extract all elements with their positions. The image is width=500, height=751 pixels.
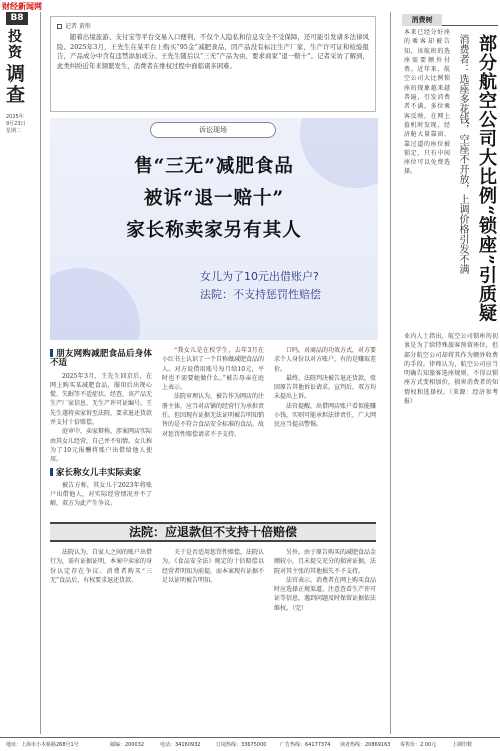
article-paragraph: 关于是否适用惩罚性赔偿，法院认为，《食品安全法》规定的十倍赔偿以经营者明知为前提，而本案现有证据不足以证明被告明知。 [162, 549, 265, 584]
page-number: B8 [6, 12, 28, 25]
article-paragraph: 法官提醒，出借网店账户看似能赚小钱，实则可能承担法律责任，广大网民应当提高警惕。 [274, 402, 377, 429]
right-divider [390, 12, 391, 734]
footer-contact: 读者热线：20869163 [340, 742, 391, 748]
summary-box [50, 16, 376, 112]
footer-phone: 电话：34160932 [160, 742, 201, 748]
headline-tag: 诉讼现场 [150, 122, 276, 138]
issue-date [6, 114, 32, 135]
section-heading [50, 349, 152, 369]
footer [0, 737, 500, 751]
bottom-banner-heading: 法院：应退款但不支持十倍赔偿 [50, 522, 376, 542]
headline-graphic [50, 118, 378, 340]
footer-subscribe: 订阅热线：33675000 [216, 742, 267, 748]
column-tag: 消费树 [402, 14, 442, 26]
date-day: 9月23日 [6, 121, 26, 127]
footer-ad: 广告热线：64177374 [280, 742, 331, 748]
decor-circle [50, 268, 140, 340]
middle-article-column [162, 346, 264, 522]
bottom-column-2 [162, 548, 264, 733]
date-year: 2025年 [6, 114, 24, 120]
article-paragraph: 法院认为，自家人之间的账户出借行为，需有证据证明，本案中卖家的身份认定存在争议。消费者购买“三无”食品后，有权要求退还货款。 [50, 549, 153, 584]
bottom-column-3 [274, 548, 376, 733]
tag-underline [442, 25, 498, 26]
vertical-subheadline: 消费者：选座多花钱，空座不开放，上调价格引发不满 [457, 34, 468, 274]
footer-price: 零售价：2.00元 [400, 742, 437, 748]
heading-text: 朋友网购减肥食品后身体不适 [50, 349, 152, 369]
footer-zip: 邮编：200032 [110, 742, 145, 748]
article-paragraph: “我女儿是在校学生，去年3月在小红书上认识了一个自称做减肥食品的人。对方说借用账号每月给10元，平时也不需要她做什么。”被告母亲在庭上表示。 [162, 347, 265, 392]
heading-bar [50, 349, 53, 357]
masthead [0, 12, 34, 132]
section-name: 投资 [8, 29, 22, 61]
headline-line-2: 被诉“退一赔十” [143, 188, 285, 209]
footer-print: 上期印数 [452, 742, 473, 748]
footer-address: 地址：上海市小木桥路268号1号 [6, 742, 79, 748]
section-heading [50, 468, 152, 478]
headline-line-1: 售“三无”减肥食品 [134, 156, 294, 177]
right-article-column [274, 346, 376, 522]
bottom-column-1 [50, 548, 152, 733]
square-icon [57, 24, 62, 29]
summary-text: 随着出境旅游、支付宝等平台交易入口便利，不仅个人隐私和信息安全不受保障，还可能引发诸多法律风险。2025年3月，王先生在某平台上购买“95金”减肥食品，因产品没有标注生产厂家、生产许可证和检验报告，产品成分中含有违禁添加成分。王先生随后以“三无”产品为由，要求商家“退一赔十”。记者采访了解到，此类纠纷近年来频繁发生，消费者在维权过程中面临诸多困难。 [57, 33, 369, 70]
reporter-name: 记者 黄彤 [65, 23, 91, 30]
right-news-column [402, 14, 498, 674]
headline-subtitle-1: 女儿为了10元出借账户? [200, 270, 319, 283]
headline-line-3: 家长称卖家另有其人 [126, 220, 302, 241]
article-paragraph: 2025年3月，王先生回京后，在网上购买某减肥食品，服用后出现心慌、失眠等不适症状。经查，该产品无生产厂家信息、无生产许可证编号。王先生遂将卖家诉至法院，要求退还货款并支付十倍赔偿。 [50, 372, 153, 427]
right-article-upper: 本来已经分好座的乘客却被告知，该航班的选座需要额外付费。近年来，航空公司大比例锁座的现象越来越普遍，引发消费者不满。多位乘客反映，在网上值机时发现，经济舱大量靠窗、靠过道的座位被锁定，只有中间座位可以免费选择。 [404, 29, 450, 176]
article-paragraph: 法官表示，消费者在网上购买食品时应选择正规渠道，注意查看生产许可证等信息，遇到问题及时保留证据依法维权。（完） [274, 576, 377, 612]
article-paragraph: 另外，由于原告购买的减肥食品金额较小，且未提交充分的损害证据，法院对其主张的其他损失不予支持。 [274, 549, 377, 575]
date-weekday: 星期二 [6, 128, 22, 134]
article-paragraph: 法院审理认为，被告作为网店的注册主体，应当对店铺的经营行为承担责任。但因现有证据无法证明被告明知销售的是不符合食品安全标准的食品，故对惩罚性赔偿请求不予支持。 [162, 393, 265, 438]
headline-subtitle-2: 法院：不支持惩罚性赔偿 [200, 288, 321, 301]
left-divider [40, 12, 41, 734]
section-name-big: 调查 [6, 63, 26, 106]
heading-bar [50, 468, 53, 476]
article-paragraph: 口吗，对商品的功效方式，对方要求个人身份以对方账户，有的是赚取差价。 [274, 347, 377, 373]
reporter-byline [57, 21, 369, 30]
vertical-headline: 部分航空公司大比例“锁座”引质疑 [476, 34, 497, 323]
article-paragraph: 最终，法院判决被告退还货款，驳回原告其他诉讼请求。宣判后，双方均未提出上诉。 [274, 374, 377, 401]
watermark: 财经新闻网 [2, 2, 42, 11]
heading-text: 家长称女儿丰实际卖家 [56, 467, 142, 478]
article-paragraph: 被告方称，其女儿于2023年将账户出借他人，对实际经营情况并不了解，双方为此产生争议。 [50, 481, 152, 508]
right-article-lower: 业内人士指出，航空公司锁座的初衷是为了给特殊旅客预留座位，但部分航空公司却将其作为额外收费的手段。律师认为，航空公司应当明确告知旅客选座规则，不得以锁座方式变相加价，损害消费者的知情权和选择权。（来源：经济参考报） [404, 333, 498, 406]
left-article-column [50, 346, 152, 522]
article-paragraph: 庭审中，卖家辩称，涉案网店实际由其女儿经营，自己并不知情。女儿称为了10元报酬将账户出借给他人使用。 [50, 428, 153, 464]
